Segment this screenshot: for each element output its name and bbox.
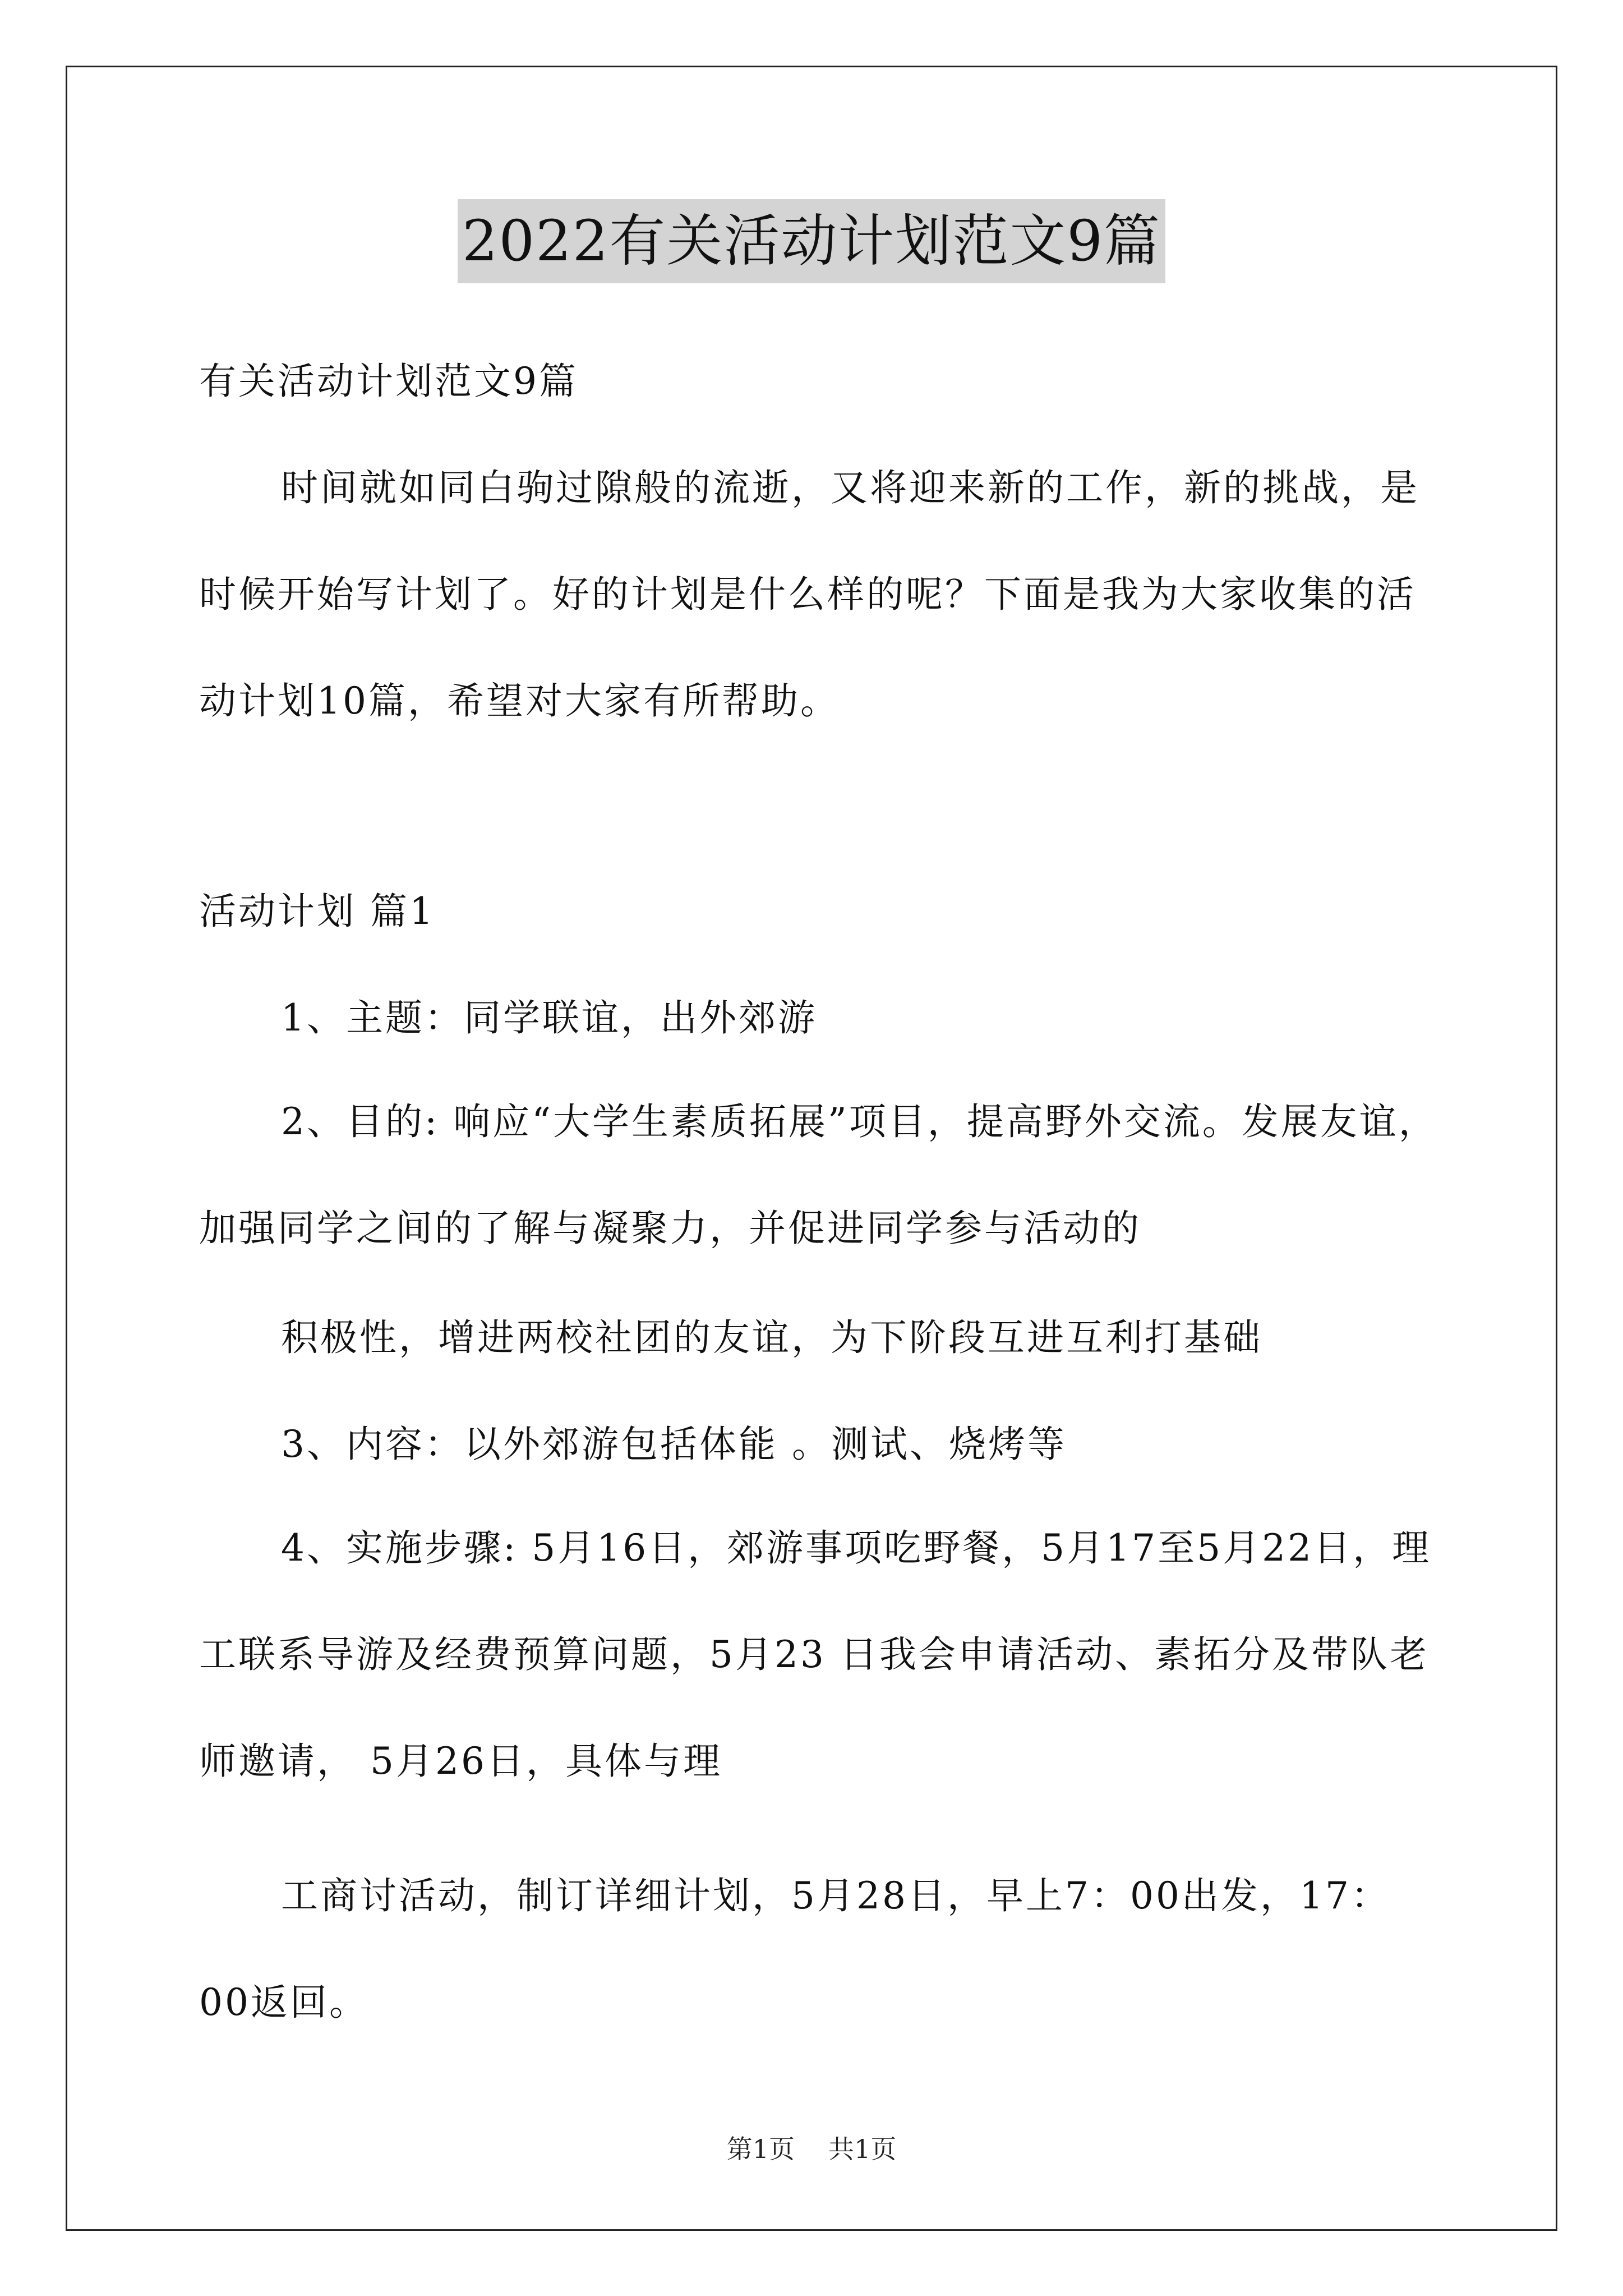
list-item-theme: 1、主题：同学联谊，出外郊游 <box>281 996 817 1039</box>
title-container <box>0 199 1623 283</box>
list-item-steps: 4、实施步骤: 5月16日，郊游事项吃野餐，5月17至5月22日，理工联系导游及经费预算问题，5月23 日我会申请活动、素拓分及带队老师邀请， 5月26日，具体与理 <box>199 1526 1432 1783</box>
document-title: 2022有关活动计划范文9篇 <box>458 199 1165 283</box>
page-footer <box>0 2129 1623 2166</box>
page-number-current: 第1页 <box>726 2134 795 2164</box>
document-subtitle: 有关活动计划范文9篇 <box>199 360 578 403</box>
list-item-steps-continued: 工商讨活动，制订详细计划，5月28日，早上7：00出发，17：00返回。 <box>199 1874 1390 2024</box>
section-heading: 活动计划 篇1 <box>199 890 435 933</box>
list-item-content: 3、内容：以外郊游包括体能 。测试、烧烤等 <box>281 1423 1067 1466</box>
intro-paragraph: 时间就如同白驹过隙般的流逝，又将迎来新的工作，新的挑战，是时候开始写计划了。好的计划是什么样的呢？下面是我为大家收集的活动计划10篇，希望对大家有所帮助。 <box>199 466 1419 723</box>
list-item-purpose: 2、目的: 响应“大学生素质拓展”项目，提高野外交流。发展友谊，加强同学之间的了解与凝聚力，并促进同学参与活动的 <box>199 1100 1438 1250</box>
list-item-purpose-continued: 积极性，增进两校社团的友谊，为下阶段互进互利打基础 <box>281 1316 1262 1359</box>
page-number-total: 共1页 <box>828 2134 897 2164</box>
